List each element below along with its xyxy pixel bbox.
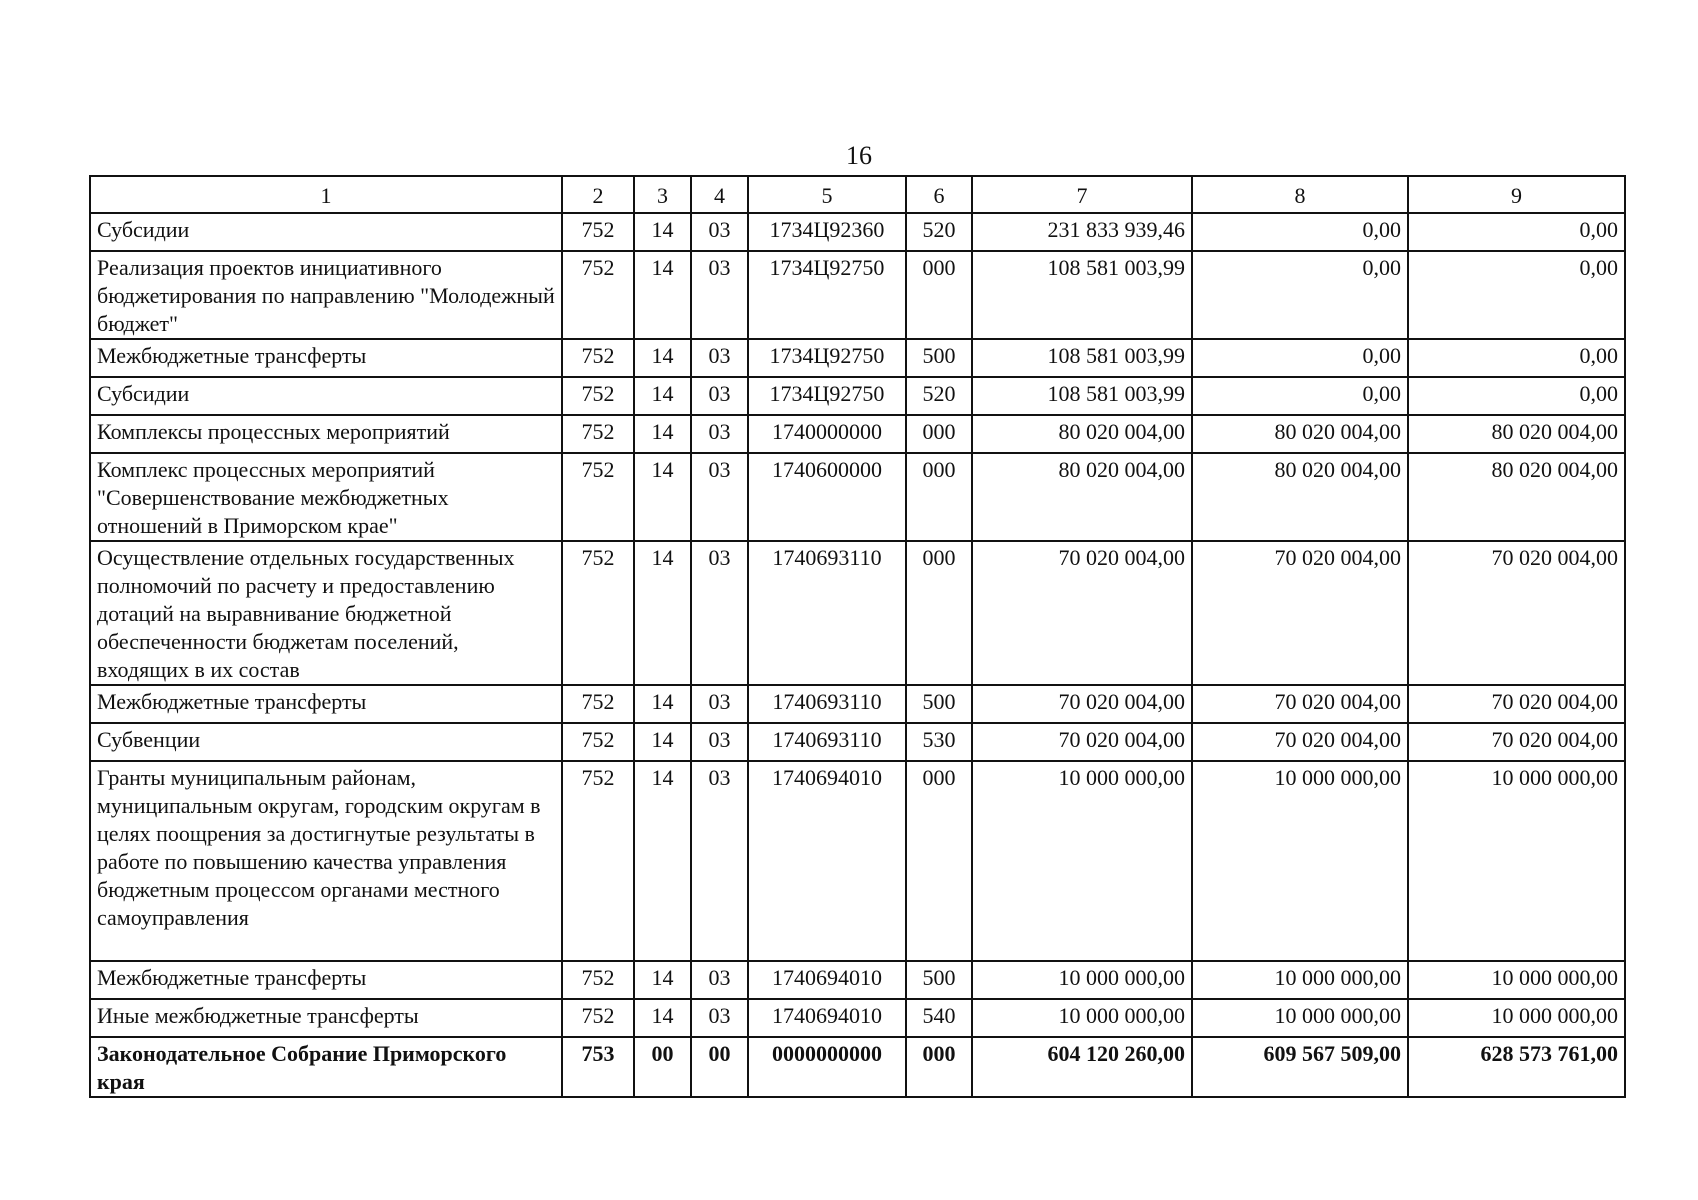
table-row xyxy=(90,723,1625,761)
amount-col8-cell: 0,00 xyxy=(1192,339,1408,377)
table-row xyxy=(90,213,1625,251)
amount-col9-cell: 80 020 004,00 xyxy=(1408,415,1625,453)
amount-col8-cell: 70 020 004,00 xyxy=(1192,541,1408,685)
amount-col7-cell: 10 000 000,00 xyxy=(972,761,1192,961)
item-name-cell: Комплексы процессных мероприятий xyxy=(90,415,562,453)
amount-col8-cell: 0,00 xyxy=(1192,251,1408,339)
table-row xyxy=(90,685,1625,723)
amount-col8-cell: 80 020 004,00 xyxy=(1192,453,1408,541)
target-article-cell: 1740694010 xyxy=(748,761,906,961)
target-article-cell: 0000000000 xyxy=(748,1037,906,1097)
expense-type-cell: 000 xyxy=(906,251,972,339)
amount-col7-cell: 108 581 003,99 xyxy=(972,339,1192,377)
target-article-cell: 1740600000 xyxy=(748,453,906,541)
target-article-cell: 1740693110 xyxy=(748,541,906,685)
header-cell: 4 xyxy=(691,176,748,213)
item-name-cell: Реализация проектов инициативного бюджетирования по направлению "Молодежный бюджет" xyxy=(90,251,562,339)
ministry-code-cell: 752 xyxy=(562,453,634,541)
item-name-cell: Законодательное Собрание Приморского края xyxy=(90,1037,562,1097)
section-code-cell: 00 xyxy=(634,1037,691,1097)
header-cell: 9 xyxy=(1408,176,1625,213)
table-row xyxy=(90,415,1625,453)
expense-type-cell: 000 xyxy=(906,761,972,961)
subsection-code-cell: 03 xyxy=(691,251,748,339)
amount-col9-cell: 0,00 xyxy=(1408,251,1625,339)
table-row xyxy=(90,339,1625,377)
section-code-cell: 14 xyxy=(634,339,691,377)
expense-type-cell: 500 xyxy=(906,339,972,377)
amount-col8-cell: 0,00 xyxy=(1192,213,1408,251)
table-header-row xyxy=(90,176,1625,213)
subsection-code-cell: 03 xyxy=(691,213,748,251)
subsection-code-cell: 03 xyxy=(691,723,748,761)
item-name-cell: Гранты муниципальным районам, муниципальным округам, городским округам в целях поощрения за достигнутые результаты в работе по повышению качества управления бюджетным процессом органами местного самоуправления xyxy=(90,761,562,961)
item-name-cell: Субсидии xyxy=(90,377,562,415)
amount-col8-cell: 0,00 xyxy=(1192,377,1408,415)
header-cell: 3 xyxy=(634,176,691,213)
section-code-cell: 14 xyxy=(634,453,691,541)
subsection-code-cell: 03 xyxy=(691,453,748,541)
target-article-cell: 1734Ц92750 xyxy=(748,251,906,339)
expense-type-cell: 000 xyxy=(906,541,972,685)
ministry-code-cell: 752 xyxy=(562,999,634,1037)
amount-col7-cell: 108 581 003,99 xyxy=(972,377,1192,415)
item-name-cell: Субсидии xyxy=(90,213,562,251)
table-body xyxy=(90,213,1625,1097)
item-name-cell: Иные межбюджетные трансферты xyxy=(90,999,562,1037)
amount-col9-cell: 10 000 000,00 xyxy=(1408,761,1625,961)
item-name-cell: Межбюджетные трансферты xyxy=(90,685,562,723)
expense-type-cell: 000 xyxy=(906,1037,972,1097)
ministry-code-cell: 752 xyxy=(562,723,634,761)
section-code-cell: 14 xyxy=(634,761,691,961)
amount-col9-cell: 80 020 004,00 xyxy=(1408,453,1625,541)
section-code-cell: 14 xyxy=(634,377,691,415)
page-number: 16 xyxy=(846,141,872,170)
subsection-code-cell: 03 xyxy=(691,761,748,961)
amount-col7-cell: 70 020 004,00 xyxy=(972,541,1192,685)
header-cell: 5 xyxy=(748,176,906,213)
ministry-code-cell: 752 xyxy=(562,761,634,961)
amount-col8-cell: 10 000 000,00 xyxy=(1192,761,1408,961)
table-row xyxy=(90,1037,1625,1097)
table-row xyxy=(90,251,1625,339)
target-article-cell: 1740694010 xyxy=(748,961,906,999)
ministry-code-cell: 752 xyxy=(562,339,634,377)
amount-col9-cell: 0,00 xyxy=(1408,339,1625,377)
item-name-cell: Осуществление отдельных государственных полномочий по расчету и предоставлению дотаций на выравнивание бюджетной обеспеченности бюджетам поселений, входящих в их состав xyxy=(90,541,562,685)
amount-col9-cell: 10 000 000,00 xyxy=(1408,999,1625,1037)
item-name-cell: Комплекс процессных мероприятий "Совершенствование межбюджетных отношений в Приморском крае" xyxy=(90,453,562,541)
amount-col9-cell: 70 020 004,00 xyxy=(1408,541,1625,685)
section-code-cell: 14 xyxy=(634,685,691,723)
item-name-cell: Субвенции xyxy=(90,723,562,761)
amount-col8-cell: 80 020 004,00 xyxy=(1192,415,1408,453)
ministry-code-cell: 753 xyxy=(562,1037,634,1097)
header-cell: 2 xyxy=(562,176,634,213)
subsection-code-cell: 03 xyxy=(691,339,748,377)
amount-col7-cell: 70 020 004,00 xyxy=(972,685,1192,723)
amount-col7-cell: 80 020 004,00 xyxy=(972,453,1192,541)
amount-col9-cell: 70 020 004,00 xyxy=(1408,723,1625,761)
expense-type-cell: 530 xyxy=(906,723,972,761)
section-code-cell: 14 xyxy=(634,251,691,339)
target-article-cell: 1734Ц92750 xyxy=(748,377,906,415)
ministry-code-cell: 752 xyxy=(562,213,634,251)
amount-col7-cell: 10 000 000,00 xyxy=(972,961,1192,999)
item-name-cell: Межбюджетные трансферты xyxy=(90,339,562,377)
ministry-code-cell: 752 xyxy=(562,377,634,415)
table-row xyxy=(90,999,1625,1037)
expense-type-cell: 500 xyxy=(906,685,972,723)
amount-col7-cell: 604 120 260,00 xyxy=(972,1037,1192,1097)
target-article-cell: 1740693110 xyxy=(748,685,906,723)
amount-col8-cell: 70 020 004,00 xyxy=(1192,723,1408,761)
amount-col7-cell: 10 000 000,00 xyxy=(972,999,1192,1037)
expense-type-cell: 500 xyxy=(906,961,972,999)
amount-col8-cell: 10 000 000,00 xyxy=(1192,999,1408,1037)
subsection-code-cell: 00 xyxy=(691,1037,748,1097)
expense-type-cell: 000 xyxy=(906,453,972,541)
expense-type-cell: 540 xyxy=(906,999,972,1037)
budget-table xyxy=(89,175,1626,1098)
target-article-cell: 1734Ц92360 xyxy=(748,213,906,251)
subsection-code-cell: 03 xyxy=(691,541,748,685)
subsection-code-cell: 03 xyxy=(691,999,748,1037)
amount-col9-cell: 70 020 004,00 xyxy=(1408,685,1625,723)
table-row xyxy=(90,541,1625,685)
ministry-code-cell: 752 xyxy=(562,415,634,453)
table-row xyxy=(90,961,1625,999)
ministry-code-cell: 752 xyxy=(562,541,634,685)
amount-col8-cell: 70 020 004,00 xyxy=(1192,685,1408,723)
table-row xyxy=(90,377,1625,415)
header-cell: 1 xyxy=(90,176,562,213)
amount-col7-cell: 80 020 004,00 xyxy=(972,415,1192,453)
expense-type-cell: 520 xyxy=(906,213,972,251)
table-row xyxy=(90,453,1625,541)
ministry-code-cell: 752 xyxy=(562,251,634,339)
target-article-cell: 1740693110 xyxy=(748,723,906,761)
target-article-cell: 1734Ц92750 xyxy=(748,339,906,377)
subsection-code-cell: 03 xyxy=(691,961,748,999)
amount-col9-cell: 0,00 xyxy=(1408,213,1625,251)
section-code-cell: 14 xyxy=(634,415,691,453)
header-cell: 6 xyxy=(906,176,972,213)
ministry-code-cell: 752 xyxy=(562,685,634,723)
amount-col9-cell: 628 573 761,00 xyxy=(1408,1037,1625,1097)
target-article-cell: 1740694010 xyxy=(748,999,906,1037)
amount-col9-cell: 10 000 000,00 xyxy=(1408,961,1625,999)
header-cell: 8 xyxy=(1192,176,1408,213)
section-code-cell: 14 xyxy=(634,541,691,685)
expense-type-cell: 000 xyxy=(906,415,972,453)
subsection-code-cell: 03 xyxy=(691,685,748,723)
target-article-cell: 1740000000 xyxy=(748,415,906,453)
amount-col7-cell: 70 020 004,00 xyxy=(972,723,1192,761)
subsection-code-cell: 03 xyxy=(691,415,748,453)
amount-col9-cell: 0,00 xyxy=(1408,377,1625,415)
ministry-code-cell: 752 xyxy=(562,961,634,999)
amount-col7-cell: 231 833 939,46 xyxy=(972,213,1192,251)
subsection-code-cell: 03 xyxy=(691,377,748,415)
header-cell: 7 xyxy=(972,176,1192,213)
table-row xyxy=(90,761,1625,961)
section-code-cell: 14 xyxy=(634,213,691,251)
amount-col8-cell: 10 000 000,00 xyxy=(1192,961,1408,999)
section-code-cell: 14 xyxy=(634,999,691,1037)
section-code-cell: 14 xyxy=(634,961,691,999)
amount-col8-cell: 609 567 509,00 xyxy=(1192,1037,1408,1097)
section-code-cell: 14 xyxy=(634,723,691,761)
expense-type-cell: 520 xyxy=(906,377,972,415)
amount-col7-cell: 108 581 003,99 xyxy=(972,251,1192,339)
item-name-cell: Межбюджетные трансферты xyxy=(90,961,562,999)
